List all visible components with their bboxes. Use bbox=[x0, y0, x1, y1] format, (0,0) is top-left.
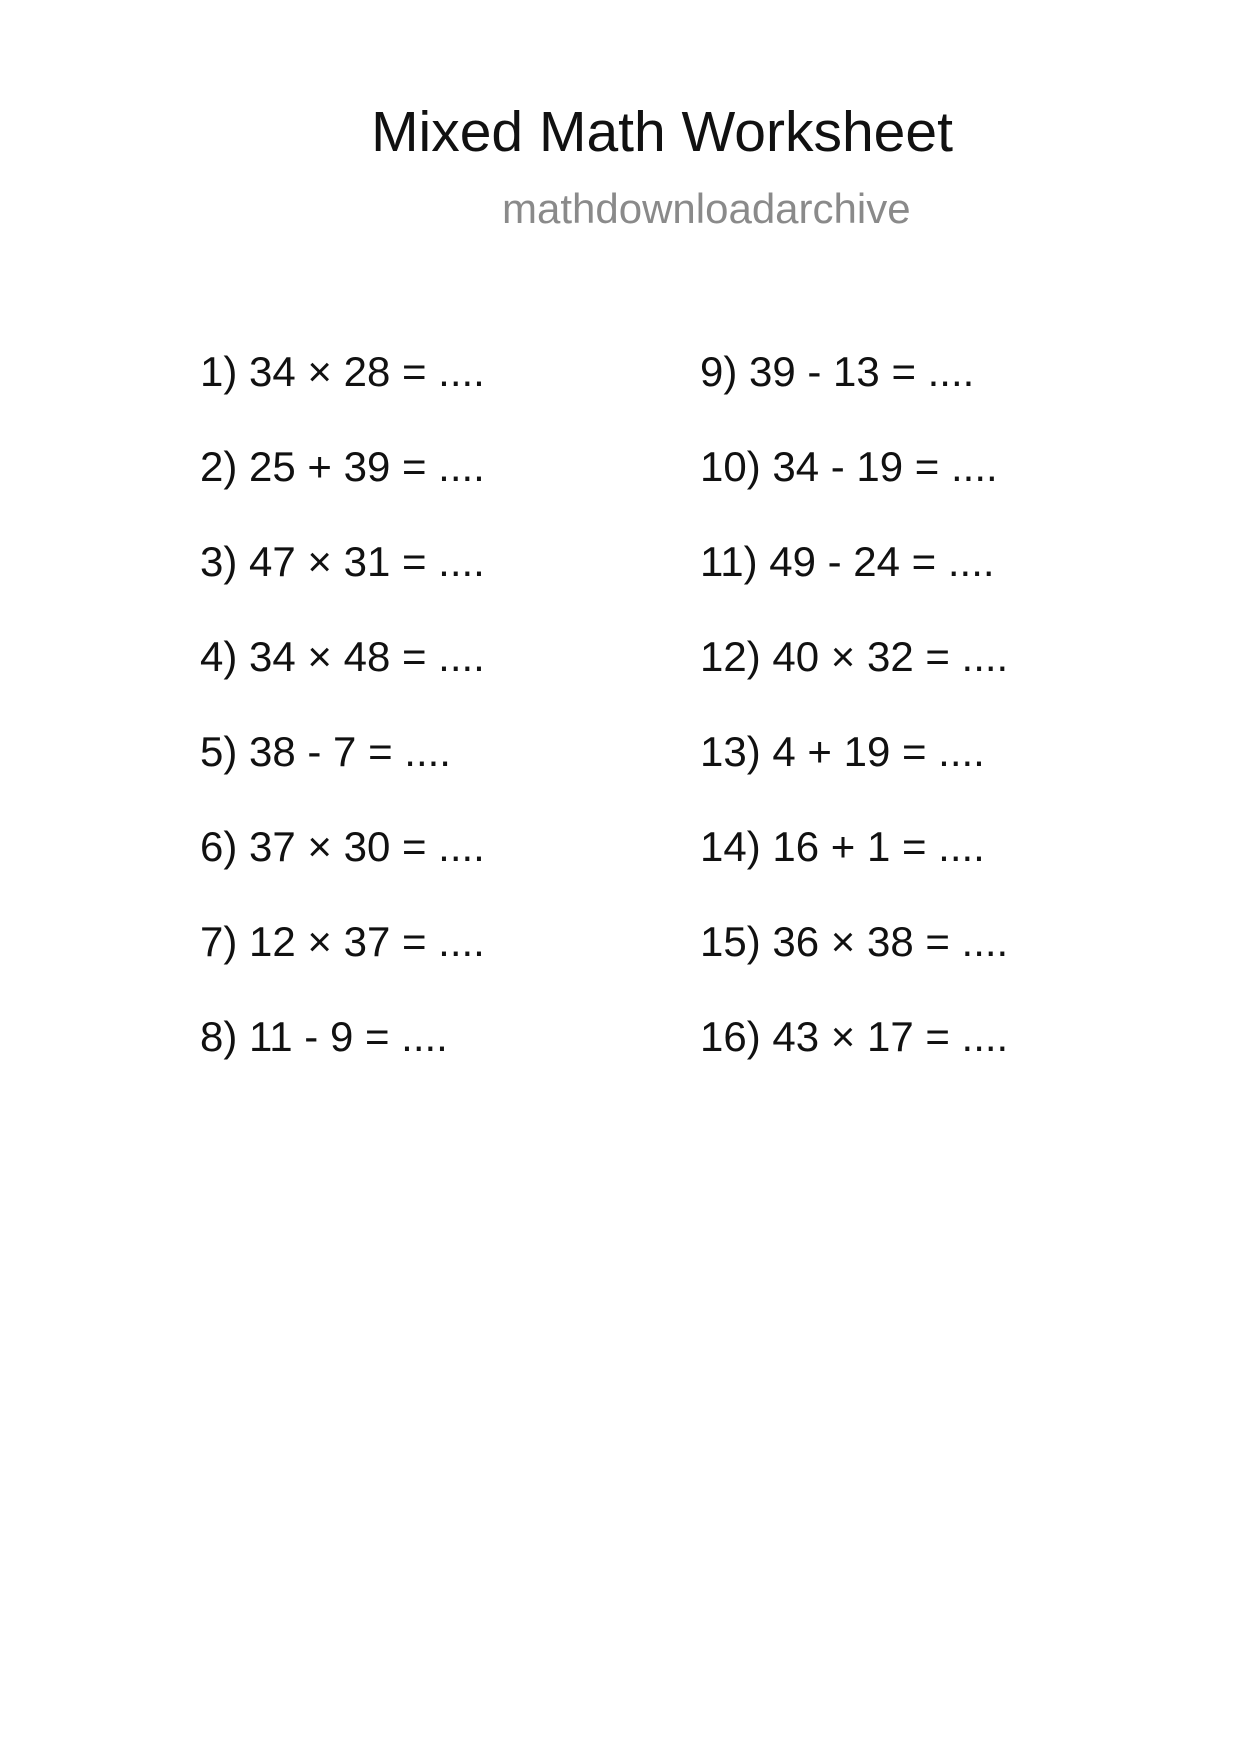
problem-14: 14) 16 + 1 = .... bbox=[700, 823, 985, 870]
problem-2: 2) 25 + 39 = .... bbox=[200, 443, 485, 490]
problem-12: 12) 40 × 32 = .... bbox=[700, 633, 1009, 680]
problem-column-left bbox=[200, 348, 485, 1108]
problem-6: 6) 37 × 30 = .... bbox=[200, 823, 485, 870]
problem-5: 5) 38 - 7 = .... bbox=[200, 728, 451, 775]
problem-7: 7) 12 × 37 = .... bbox=[200, 918, 485, 965]
problem-16: 16) 43 × 17 = .... bbox=[700, 1013, 1009, 1060]
problem-11: 11) 49 - 24 = .... bbox=[700, 538, 995, 585]
problem-10: 10) 34 - 19 = .... bbox=[700, 443, 998, 490]
problem-15: 15) 36 × 38 = .... bbox=[700, 918, 1009, 965]
problem-4: 4) 34 × 48 = .... bbox=[200, 633, 485, 680]
worksheet-source: mathdownloadarchive bbox=[502, 185, 911, 232]
problem-9: 9) 39 - 13 = .... bbox=[700, 348, 975, 395]
problem-8: 8) 11 - 9 = .... bbox=[200, 1013, 448, 1060]
problem-column-right bbox=[700, 348, 1008, 1108]
problem-13: 13) 4 + 19 = .... bbox=[700, 728, 985, 775]
worksheet-title: Mixed Math Worksheet bbox=[371, 100, 953, 164]
problem-3: 3) 47 × 31 = .... bbox=[200, 538, 485, 585]
problem-1: 1) 34 × 28 = .... bbox=[200, 348, 485, 395]
